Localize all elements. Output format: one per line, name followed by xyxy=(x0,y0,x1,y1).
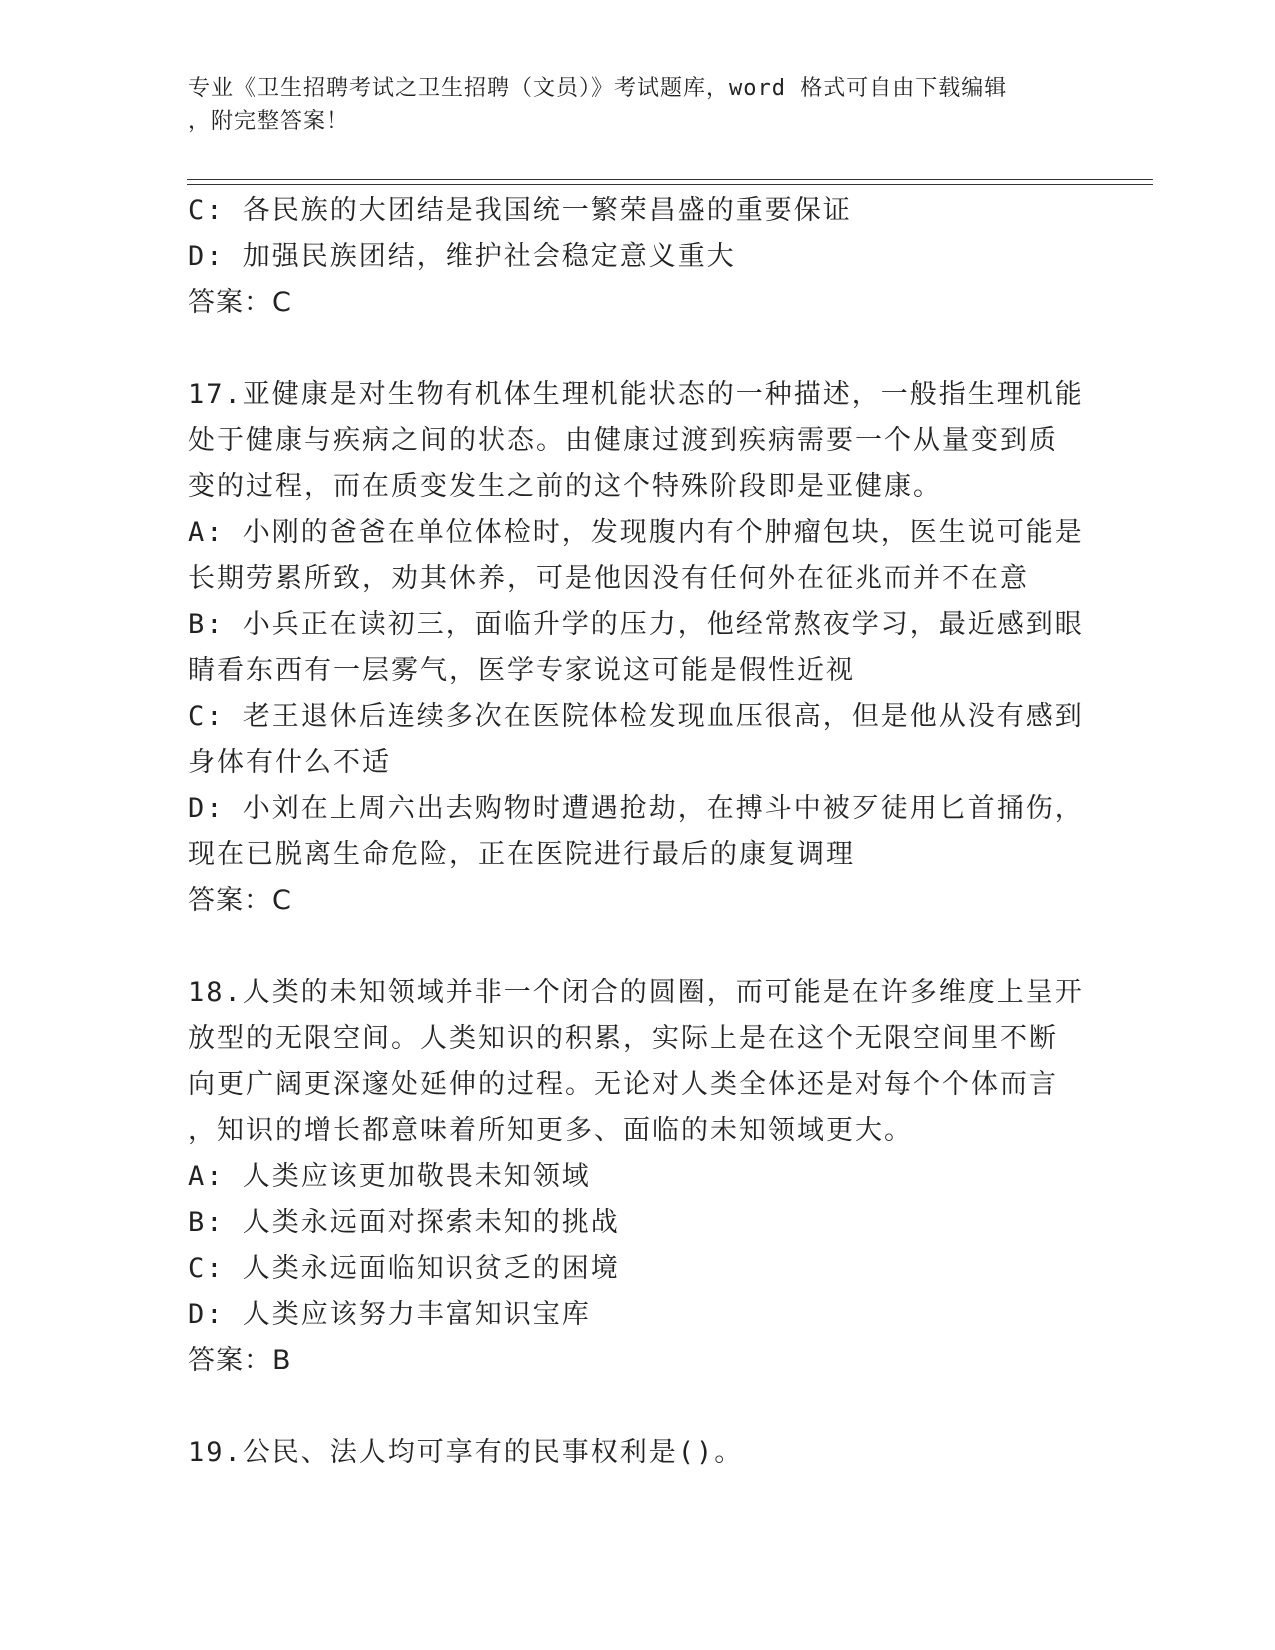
q17-option-c-line-2: 身体有什么不适 xyxy=(188,747,391,778)
q18-stem-line-3: 向更广阔更深邃处延伸的过程。无论对人类全体还是对每个个体而言 xyxy=(188,1069,1058,1100)
q17-option-c-line-1: C: 老王退休后连续多次在医院体检发现血压很高，但是他从没有感到 xyxy=(188,701,1084,732)
q17-stem-line-2: 处于健康与疾病之间的状态。由健康过渡到疾病需要一个从量变到质 xyxy=(188,425,1058,456)
q18-option-b: B: 人类永远面对探索未知的挑战 xyxy=(188,1207,620,1238)
q17-stem-line-3: 变的过程，而在质变发生之前的这个特殊阶段即是亚健康。 xyxy=(188,471,942,502)
q18-stem-line-1: 18.人类的未知领域并非一个闭合的圆圈，而可能是在许多维度上呈开 xyxy=(188,977,1084,1008)
q18-option-c: C: 人类永远面临知识贫乏的困境 xyxy=(188,1253,620,1284)
header-title-line-1: 专业《卫生招聘考试之卫生招聘（文员）》考试题库，word 格式可自由下载编辑 xyxy=(188,76,1008,101)
spacer xyxy=(188,924,1088,970)
q17-option-a-line-1: A: 小刚的爸爸在单位体检时，发现腹内有个肿瘤包块，医生说可能是 xyxy=(188,517,1084,548)
q16-option-d: D: 加强民族团结，维护社会稳定意义重大 xyxy=(188,241,736,272)
q17-answer: 答案：C xyxy=(188,885,292,916)
q17-option-d-line-1: D: 小刘在上周六出去购物时遭遇抢劫，在搏斗中被歹徒用匕首捅伤， xyxy=(188,793,1084,824)
page-header xyxy=(188,72,1068,138)
q17-option-d-line-2: 现在已脱离生命危险，正在医院进行最后的康复调理 xyxy=(188,839,855,870)
spacer xyxy=(188,326,1088,372)
q16-answer: 答案：C xyxy=(188,287,292,318)
question-19 xyxy=(188,1430,1088,1476)
q17-option-b-line-2: 睛看东西有一层雾气，医学专家说这可能是假性近视 xyxy=(188,655,855,686)
q17-option-a-line-2: 长期劳累所致，劝其休养，可是他因没有任何外在征兆而并不在意 xyxy=(188,563,1029,594)
q18-stem-line-2: 放型的无限空间。人类知识的积累，实际上是在这个无限空间里不断 xyxy=(188,1023,1058,1054)
q16-option-c: C: 各民族的大团结是我国统一繁荣昌盛的重要保证 xyxy=(188,195,852,226)
q18-option-a: A: 人类应该更加敬畏未知领域 xyxy=(188,1161,591,1192)
q18-stem-line-4: ，知识的增长都意味着所知更多、面临的未知领域更大。 xyxy=(188,1115,913,1146)
question-18 xyxy=(188,970,1088,1384)
q17-option-b-line-1: B: 小兵正在读初三，面临升学的压力，他经常熬夜学习，最近感到眼 xyxy=(188,609,1084,640)
q18-option-d: D: 人类应该努力丰富知识宝库 xyxy=(188,1299,591,1330)
header-divider-bottom xyxy=(187,184,1153,185)
question-16 xyxy=(188,188,1088,326)
q18-answer: 答案：B xyxy=(188,1345,292,1376)
q19-stem: 19.公民、法人均可享有的民事权利是()。 xyxy=(188,1437,744,1468)
header-divider-top xyxy=(187,179,1153,180)
question-list xyxy=(188,188,1088,1476)
question-17 xyxy=(188,372,1088,924)
header-title-line-2: ，附完整答案！ xyxy=(188,109,350,134)
spacer xyxy=(188,1384,1088,1430)
q17-stem-line-1: 17.亚健康是对生物有机体生理机能状态的一种描述，一般指生理机能 xyxy=(188,379,1084,410)
